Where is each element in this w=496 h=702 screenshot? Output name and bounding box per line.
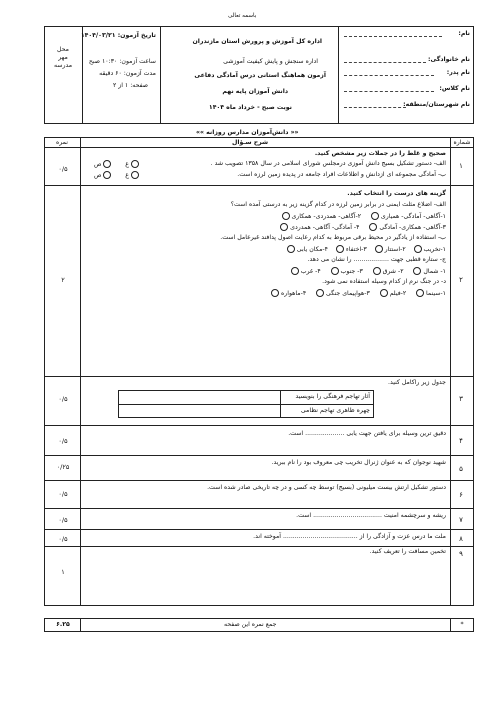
session-label: نوبت صبح - خرداد ماه ۱۴۰۴ — [208, 104, 292, 111]
q8-number: ۸ — [459, 535, 463, 543]
q2-number: ۲ — [459, 276, 463, 284]
q3-title: جدول زیر راکامل کنید. — [387, 379, 446, 386]
q4-number: ۴ — [459, 437, 463, 445]
q3-row2-label: چهره ظاهری تهاجم نظامی — [300, 407, 370, 414]
field-city: نام شهرستان/منطقه: — [403, 101, 470, 108]
q4-score: ۰/۵ — [58, 437, 68, 445]
q1a-false-radio[interactable] — [131, 160, 139, 168]
stamp-area: محل مهر مدرسه — [53, 46, 73, 69]
exam-title: آزمون هماهنگ استانی درس آمادگی دفاعی — [194, 72, 326, 79]
q9-number: ۹ — [459, 550, 463, 558]
q2-a-row2: ۳-آگاهی- همکاری- آمادگی ۴- آمادگی- آگاهی- همدردی — [280, 223, 446, 232]
exam-title-block — [162, 28, 336, 122]
q7-number: ۷ — [459, 516, 463, 524]
col-number-header: شماره — [453, 139, 471, 146]
q1-number: ۱ — [459, 162, 463, 170]
grade-label: دانش آموزان پایه نهم — [222, 88, 288, 95]
org-title: اداره کل آموزش و پرورش استان مازندران — [192, 38, 322, 45]
q8-score: ۰/۵ — [58, 535, 68, 543]
q2b-opt4-radio[interactable] — [287, 245, 295, 253]
q2a-opt4-radio[interactable] — [280, 223, 288, 231]
exam-duration: مدت آزمون: ۶۰ دقیقه — [99, 70, 156, 77]
field-father: نام پدر: — [446, 69, 470, 76]
field-name: نام: — [458, 30, 470, 37]
q1a-true-radio[interactable] — [103, 160, 111, 168]
q2a-opt3-radio[interactable] — [369, 223, 377, 231]
org-subtitle: اداره سنجش و پایش کیفیت آموزشی — [223, 58, 318, 65]
q2-c: ج- ستاره قطبی جهت .................. را نشان می دهد. — [307, 256, 446, 263]
q6-score: ۰/۵ — [58, 490, 68, 498]
q1b-options: غ ص — [94, 171, 139, 180]
q5-number: ۵ — [459, 465, 463, 473]
q1-title: صحیح و غلط را در جملات زیر مشخص کنید. — [314, 150, 446, 157]
q5-score: ۰/۲۵ — [56, 463, 70, 471]
q6-number: ۶ — [459, 491, 463, 499]
q3-number: ۳ — [459, 395, 463, 403]
q2-d: د- در جنگ نرم از کدام وسیله استفاده نمی شود. — [322, 278, 446, 285]
footer-star: * — [460, 621, 464, 628]
q2a-opt1-radio[interactable] — [371, 212, 379, 220]
q2b-opt3-radio[interactable] — [336, 245, 344, 253]
col-desc-header: شرح سـؤال — [232, 139, 269, 146]
q2-d-options: ۱-سینما ۲-فیلم ۳-هواپیمای جنگی ۴-ماهواره — [271, 289, 446, 298]
q4-text: دقیق ترین وسیله برای یافتن جهت یابی .................... است. — [288, 430, 446, 437]
q2a-opt2-radio[interactable] — [282, 212, 290, 220]
q1a-options: غ ص — [94, 160, 139, 169]
q1-score: ۰/۵ — [58, 165, 68, 173]
q2-title: گزینه های درست را انتخاب کنید. — [347, 190, 446, 197]
q1b-true-radio[interactable] — [103, 171, 111, 179]
q1-statement-a: الف- دستور تشکیل بسیج دانش آموزی درمجلس شورای اسلامی در سال ۱۳۵۸ تصویب شد . — [210, 160, 446, 167]
exam-time: ساعت آزمون: ۱۰:۳۰ صبح — [88, 58, 156, 65]
field-class: نام کلاس: — [439, 85, 470, 92]
page-count: صفحه: ۱ از ۲ — [112, 82, 148, 89]
q7-score: ۰/۵ — [58, 516, 68, 524]
exam-date: تاریخ آزمون: ۱۴۰۴/۰۳/۲۱ — [80, 32, 156, 39]
q2c-opt3-radio[interactable] — [331, 267, 339, 275]
q2d-opt3-radio[interactable] — [316, 289, 324, 297]
q1b-false-radio[interactable] — [131, 171, 139, 179]
col-score-header: نمره — [56, 139, 68, 146]
q1-statement-b: ب- آمادگی مجموعه ای ازدانش و اطلاعات افراد جامعه در پدیده زمین لرزه است. — [237, 171, 446, 178]
q3-score: ۰/۵ — [58, 395, 68, 403]
page-total-label: جمع نمره این صفحه — [224, 621, 277, 628]
q2-score: ۲ — [61, 276, 65, 284]
q2d-opt1-radio[interactable] — [416, 289, 424, 297]
q2c-opt4-radio[interactable] — [291, 267, 299, 275]
field-family: نام خانوادگی: — [428, 56, 470, 63]
q6-text: دستور تشکیل ارتش بیست میلیونی (بسیج) توسط چه کسی و در چه تاریخی صادر شده است. — [207, 484, 446, 491]
q8-text: ملت ما درس عزت و آزادگی را از ...................................... آموخته اند. — [253, 533, 446, 540]
q2c-opt1-radio[interactable] — [413, 267, 421, 275]
q2b-opt1-radio[interactable] — [414, 245, 422, 253]
q3-row1-answer[interactable] — [120, 392, 278, 403]
exam-info — [80, 28, 158, 122]
q9-text: تخمین مسافت را تعریف کنید. — [369, 548, 446, 555]
q5-text: شهید نوجوان که به عنوان ژنرال تخریب چی معروف بود را نام ببرید. — [271, 459, 446, 466]
q2d-opt2-radio[interactable] — [380, 289, 388, 297]
q2-b-options: ۱-تخریب ۲-استتار ۳-اختفاء ۴-مکان یابی — [287, 245, 446, 254]
q2c-opt2-radio[interactable] — [373, 267, 381, 275]
basmala: باسمه تعالی — [228, 13, 257, 19]
q9-score: ۱ — [61, 568, 65, 576]
q3-row1-label: آثار تهاجم فرهنگی را بنویسید — [295, 393, 370, 400]
q2-c-options: ۱- شمال ۲- شرق ۳- جنوب ۴- غرب — [291, 267, 446, 276]
page-total-value: ۶.۲۵ — [56, 621, 70, 628]
q7-text: ریشه و سرچشمه امنیت ................................... است. — [296, 512, 446, 519]
q2d-opt4-radio[interactable] — [271, 289, 279, 297]
school-type: «« دانش‌آموزان مدارس روزانه »» — [196, 129, 299, 136]
q2-a-row1: ۱-آگاهی- آمادگی- همیاری ۲-آگاهی- همدردی- همکاری — [282, 212, 447, 221]
q2b-opt2-radio[interactable] — [375, 245, 383, 253]
q2-a: الف- اضلاع مثلث ایمنی در برابر زمین لرزه در کدام گزینه زیر به درستی آمده است؟ — [230, 201, 446, 208]
q3-row2-answer[interactable] — [120, 406, 278, 417]
q2-b: ب- استفاده از یادگیر در محیط برقی مربوط به کدام رعایت اصول پدافند غیرعامل است. — [220, 234, 446, 241]
